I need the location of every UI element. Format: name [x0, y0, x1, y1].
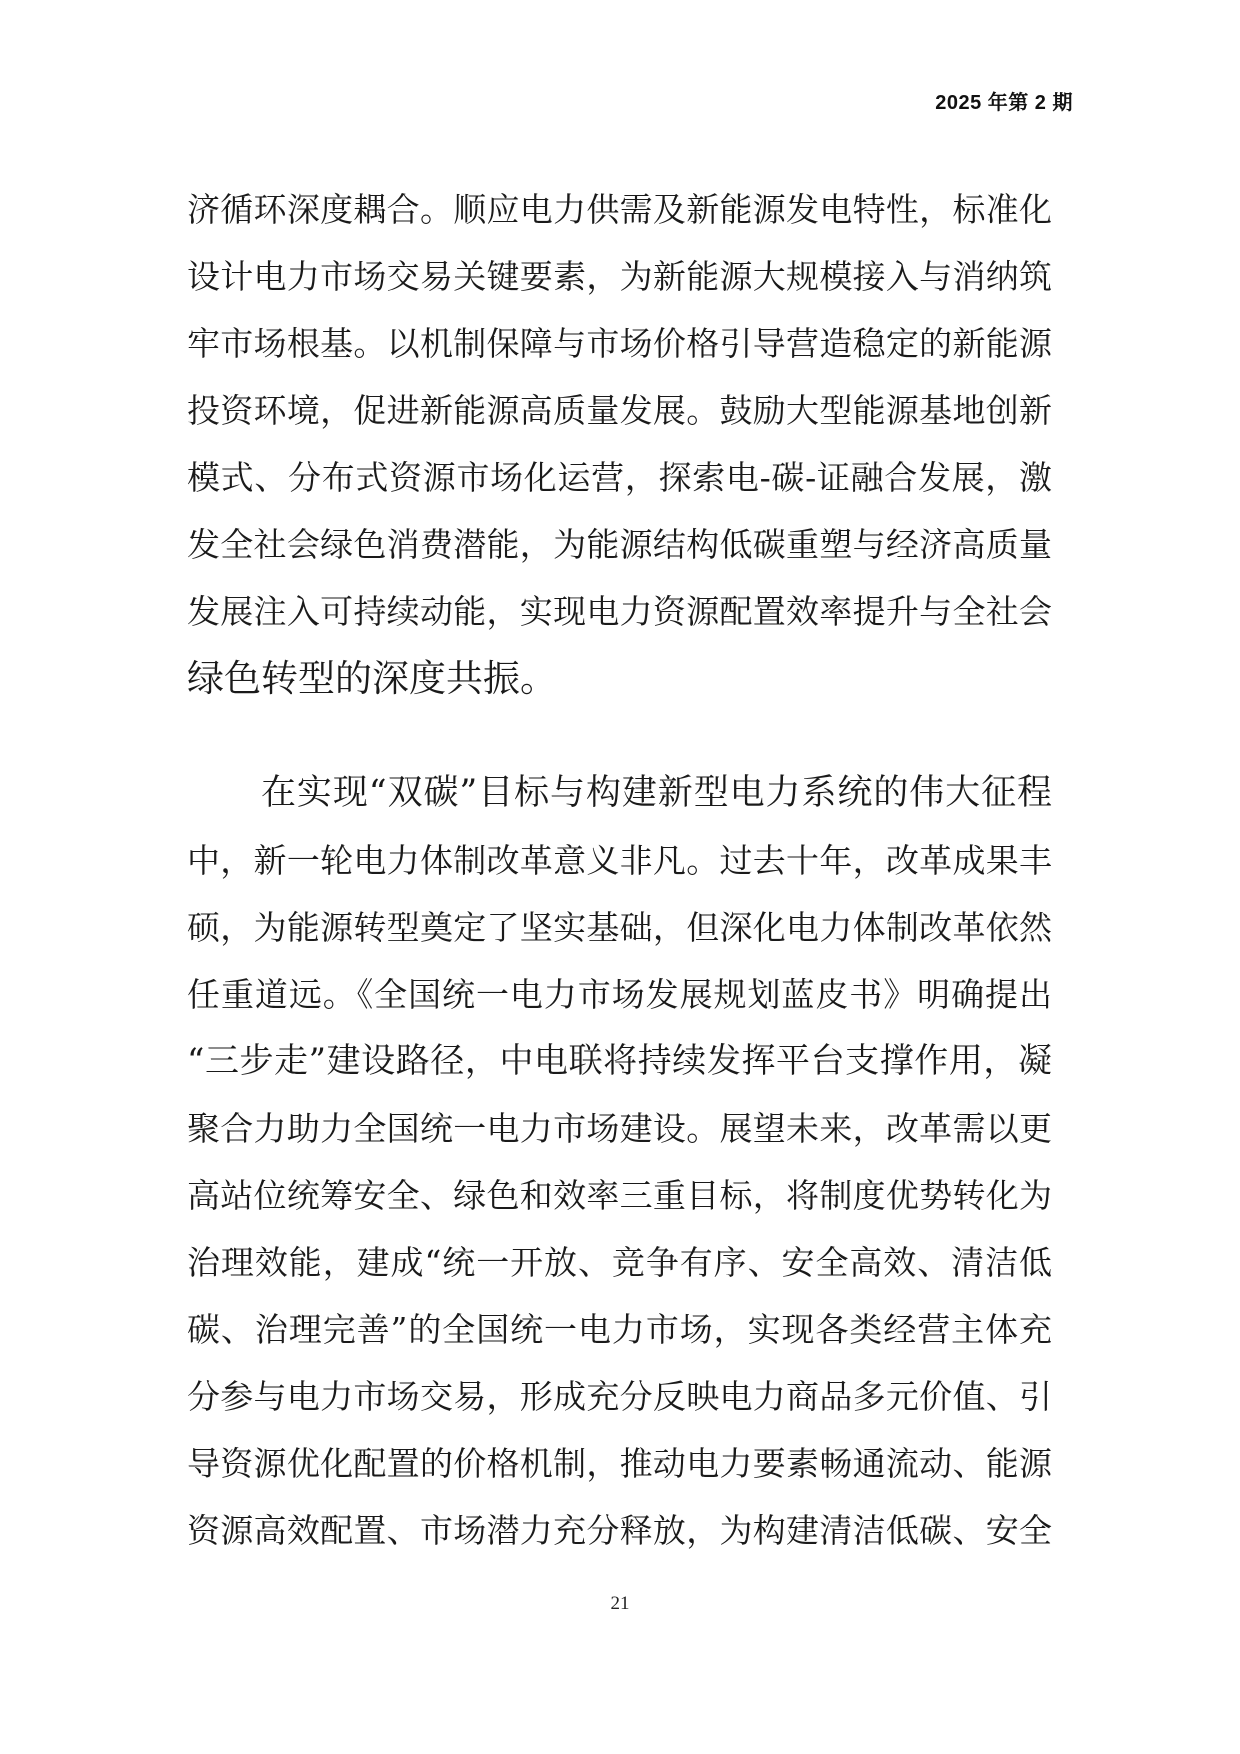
text-line: 发展注入可持续动能，实现电力资源配置效率提升与全社会	[187, 592, 1052, 631]
paragraph-2	[187, 760, 1052, 1564]
text-line: 中，新一轮电力体制改革意义非凡。过去十年，改革成果丰	[187, 841, 1052, 880]
text-line: 分参与电力市场交易，形成充分反映电力商品多元价值、引	[187, 1377, 1052, 1416]
text-line: 投资环境，促进新能源高质量发展。鼓励大型能源基地创新	[187, 391, 1052, 430]
text-line: 绿色转型的深度共振。	[187, 657, 557, 700]
text-line: 任重道远。《全国统一电力市场发展规划蓝皮书》明确提出	[187, 975, 1052, 1014]
text-line: 治理效能，建成“统一开放、竞争有序、安全高效、清洁低	[187, 1243, 1052, 1282]
text-line: 导资源优化配置的价格机制，推动电力要素畅通流动、能源	[187, 1444, 1052, 1483]
page-number: 21	[610, 1593, 630, 1614]
text-line: 模式、分布式资源市场化运营，探索电-碳-证融合发展，激	[187, 458, 1052, 497]
issue-header: 2025 年第 2 期	[935, 92, 1073, 114]
text-line: 发全社会绿色消费潜能，为能源结构低碳重塑与经济高质量	[187, 525, 1052, 564]
text-line: 碳、治理完善”的全国统一电力市场，实现各类经营主体充	[187, 1310, 1052, 1349]
text-line: 济循环深度耦合。顺应电力供需及新能源发电特性，标准化	[187, 190, 1052, 229]
paragraph-1	[187, 176, 1052, 712]
text-line: 高站位统筹安全、绿色和效率三重目标，将制度优势转化为	[187, 1176, 1052, 1215]
text-line: 在实现“双碳”目标与构建新型电力系统的伟大征程	[261, 773, 1052, 813]
text-line: 牢市场根基。以机制保障与市场价格引导营造稳定的新能源	[187, 324, 1052, 363]
text-line: 聚合力助力全国统一电力市场建设。展望未来，改革需以更	[187, 1109, 1052, 1148]
text-line: 设计电力市场交易关键要素，为新能源大规模接入与消纳筑	[187, 257, 1052, 296]
text-line: “三步走”建设路径，中电联将持续发挥平台支撑作用，凝	[187, 1041, 1052, 1081]
text-line: 硕，为能源转型奠定了坚实基础，但深化电力体制改革依然	[187, 908, 1052, 947]
text-line: 资源高效配置、市场潜力充分释放，为构建清洁低碳、安全	[187, 1511, 1052, 1550]
